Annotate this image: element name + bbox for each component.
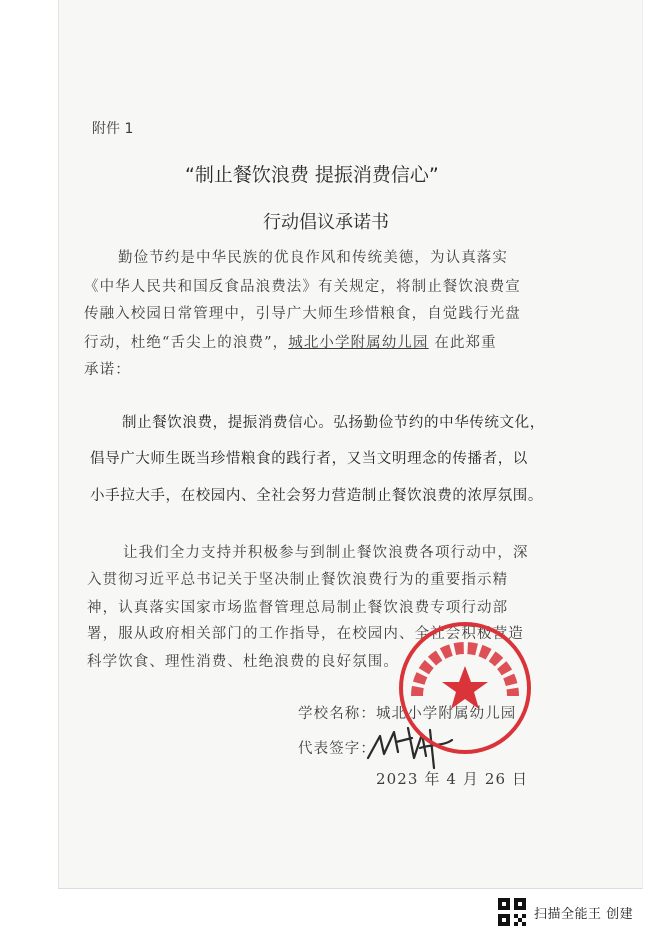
paragraph1-line4: [84, 331, 497, 352]
school-name-label: 学校名称：: [298, 706, 376, 722]
paragraph3-line1: 让我们全力支持并积极参与到制止餐饮浪费各项行动中，深: [123, 545, 529, 561]
paragraph2-line3: 小手拉大手，在校园内、全社会努力营造制止餐饮浪费的浓厚氛围。: [90, 488, 543, 504]
paragraph1-line5: 承诺：: [84, 362, 131, 378]
paragraph3-line2: 入贯彻习近平总书记关于坚决制止餐饮浪费行为的重要指示精: [87, 572, 509, 588]
paragraph2-line1: 制止餐饮浪费，提振消费信心。弘扬勤俭节约的中华传统文化，: [122, 415, 545, 431]
scanner-watermark: 扫描全能王 创建: [534, 907, 634, 922]
paragraph3-line5: 科学饮食、理性消费、杜绝浪费的良好氛围。: [87, 654, 399, 670]
document-title: “制止餐饮浪费 提振消费信心”: [185, 164, 439, 186]
paragraph3-line4: 署，服从政府相关部门的工作指导，在校园内、全社会积极营造: [87, 626, 524, 642]
paragraph1-line2: 《中华人民共和国反食品浪费法》有关规定，将制止餐饮浪费宣: [84, 279, 521, 295]
paragraph2-line2: 倡导广大师生既当珍惜粮食的践行者，又当文明理念的传播者，以: [90, 451, 528, 467]
paragraph3-line3: 神，认真落实国家市场监督管理总局制止餐饮浪费专项行动部: [87, 600, 509, 616]
official-seal: [395, 618, 535, 758]
representative-signature-label: 代表签字：: [298, 741, 376, 757]
paragraph1-line3: 传融入校园日常管理中，引导广大师生珍惜粮食，自觉践行光盘: [84, 306, 521, 322]
paragraph1-line4-prefix: 行动，杜绝“舌尖上的浪费”，: [84, 335, 289, 351]
paragraph1-line4-suffix: 在此郑重: [434, 335, 497, 351]
attachment-label: 附件 1: [92, 121, 134, 137]
document-subtitle: 行动倡议承诺书: [263, 212, 389, 233]
signing-date: 2023 年 4 月 26 日: [376, 770, 529, 788]
seal-star: [442, 666, 488, 709]
school-name-filled: 城北小学附属幼儿园: [288, 335, 429, 351]
paragraph1-line1: 勤俭节约是中华民族的优良作风和传统美德，为认真落实: [118, 250, 508, 266]
school-name-value: 城北小学附属幼儿园: [376, 706, 517, 722]
qr-code-icon: [498, 898, 526, 926]
